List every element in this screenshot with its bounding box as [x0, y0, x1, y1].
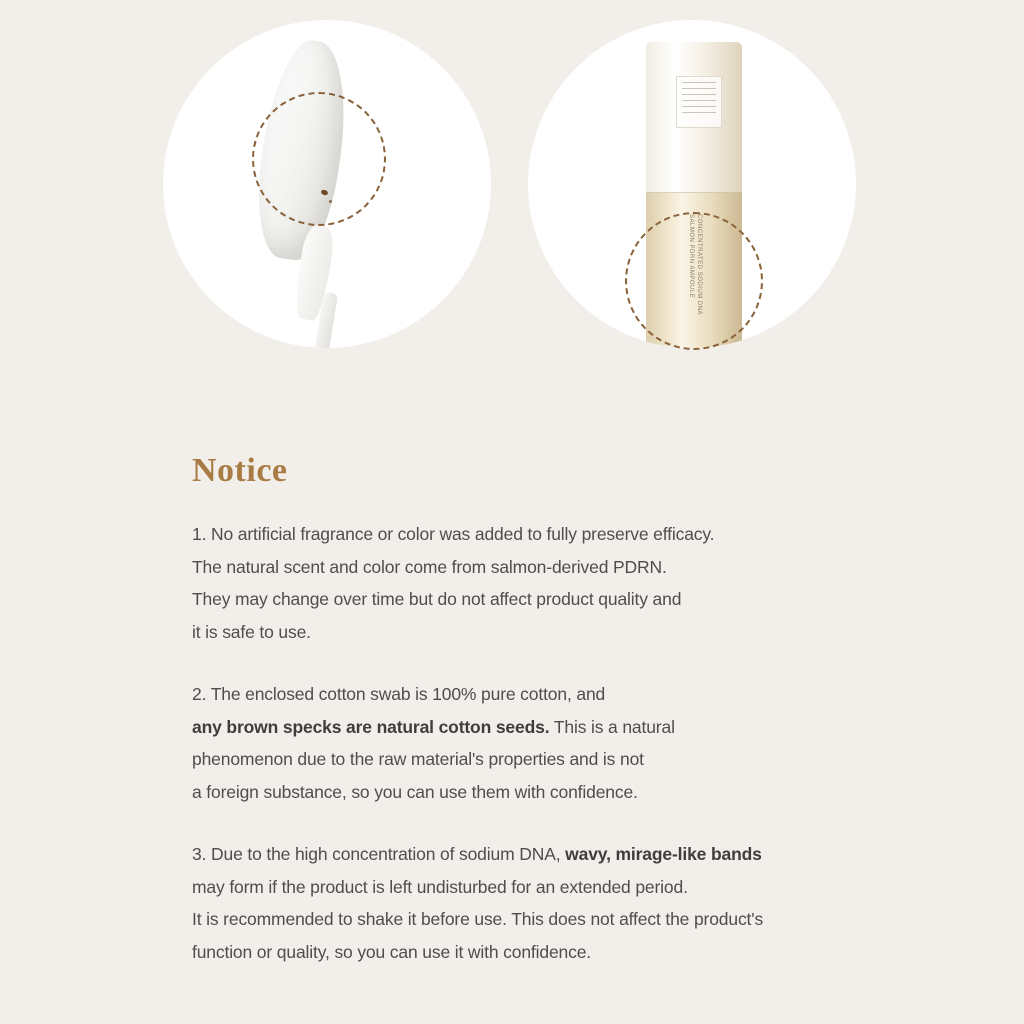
notice-text: They may change over time but do not affect product quality and	[192, 589, 682, 609]
notice-line	[192, 776, 892, 809]
notice-text: phenomenon due to the raw material's properties and is not	[192, 749, 644, 769]
notice-emphasis: wavy, mirage-like bands	[565, 844, 762, 864]
notice-line	[192, 743, 892, 776]
notice-line	[192, 518, 892, 551]
notice-text: it is safe to use.	[192, 621, 311, 642]
notice-emphasis: any brown specks are natural cotton seeds.	[192, 716, 550, 737]
highlight-dashed-circle-bottle	[625, 212, 763, 350]
notice-text: 3. Due to the high concentration of sodium DNA,	[192, 844, 566, 864]
highlight-dashed-circle-swab	[252, 92, 386, 226]
notice-text: The natural scent and color come from salmon-derived PDRN.	[192, 556, 667, 577]
notice-text: 1. No artificial fragrance or color was added to fully preserve efficacy.	[192, 524, 715, 544]
product-images-section	[0, 0, 1024, 400]
notice-line	[192, 551, 892, 584]
notice-text: may form if the product is left undisturbed for an extended period.	[192, 876, 688, 897]
notice-items	[192, 518, 892, 968]
notice-paragraph	[192, 518, 892, 648]
notice-text: It is recommended to shake it before use. This does not affect the product's	[192, 909, 764, 929]
notice-line	[192, 871, 892, 904]
bottle-label-text-secondary: CONCENTRATED SODIUM DNA	[696, 214, 702, 316]
notice-line	[192, 903, 892, 936]
notice-line	[192, 838, 892, 871]
notice-paragraph	[192, 838, 892, 968]
notice-text: a foreign substance, so you can use them with confidence.	[192, 781, 638, 802]
bottle-inner-label	[676, 76, 722, 128]
bottle-label-text-primary: SALMON PDRN AMPOULE	[688, 214, 694, 299]
notice-line	[192, 616, 892, 649]
notice-text: This is a natural	[549, 716, 675, 737]
notice-line	[192, 936, 892, 969]
notice-text: 2. The enclosed cotton swab is 100% pure cotton, and	[192, 684, 606, 704]
notice-text: function or quality, so you can use it with confidence.	[192, 941, 592, 962]
notice-paragraph	[192, 678, 892, 808]
notice-line	[192, 711, 892, 744]
notice-section	[192, 452, 892, 968]
notice-title: Notice	[192, 452, 288, 489]
notice-line	[192, 583, 892, 616]
notice-line	[192, 678, 892, 711]
